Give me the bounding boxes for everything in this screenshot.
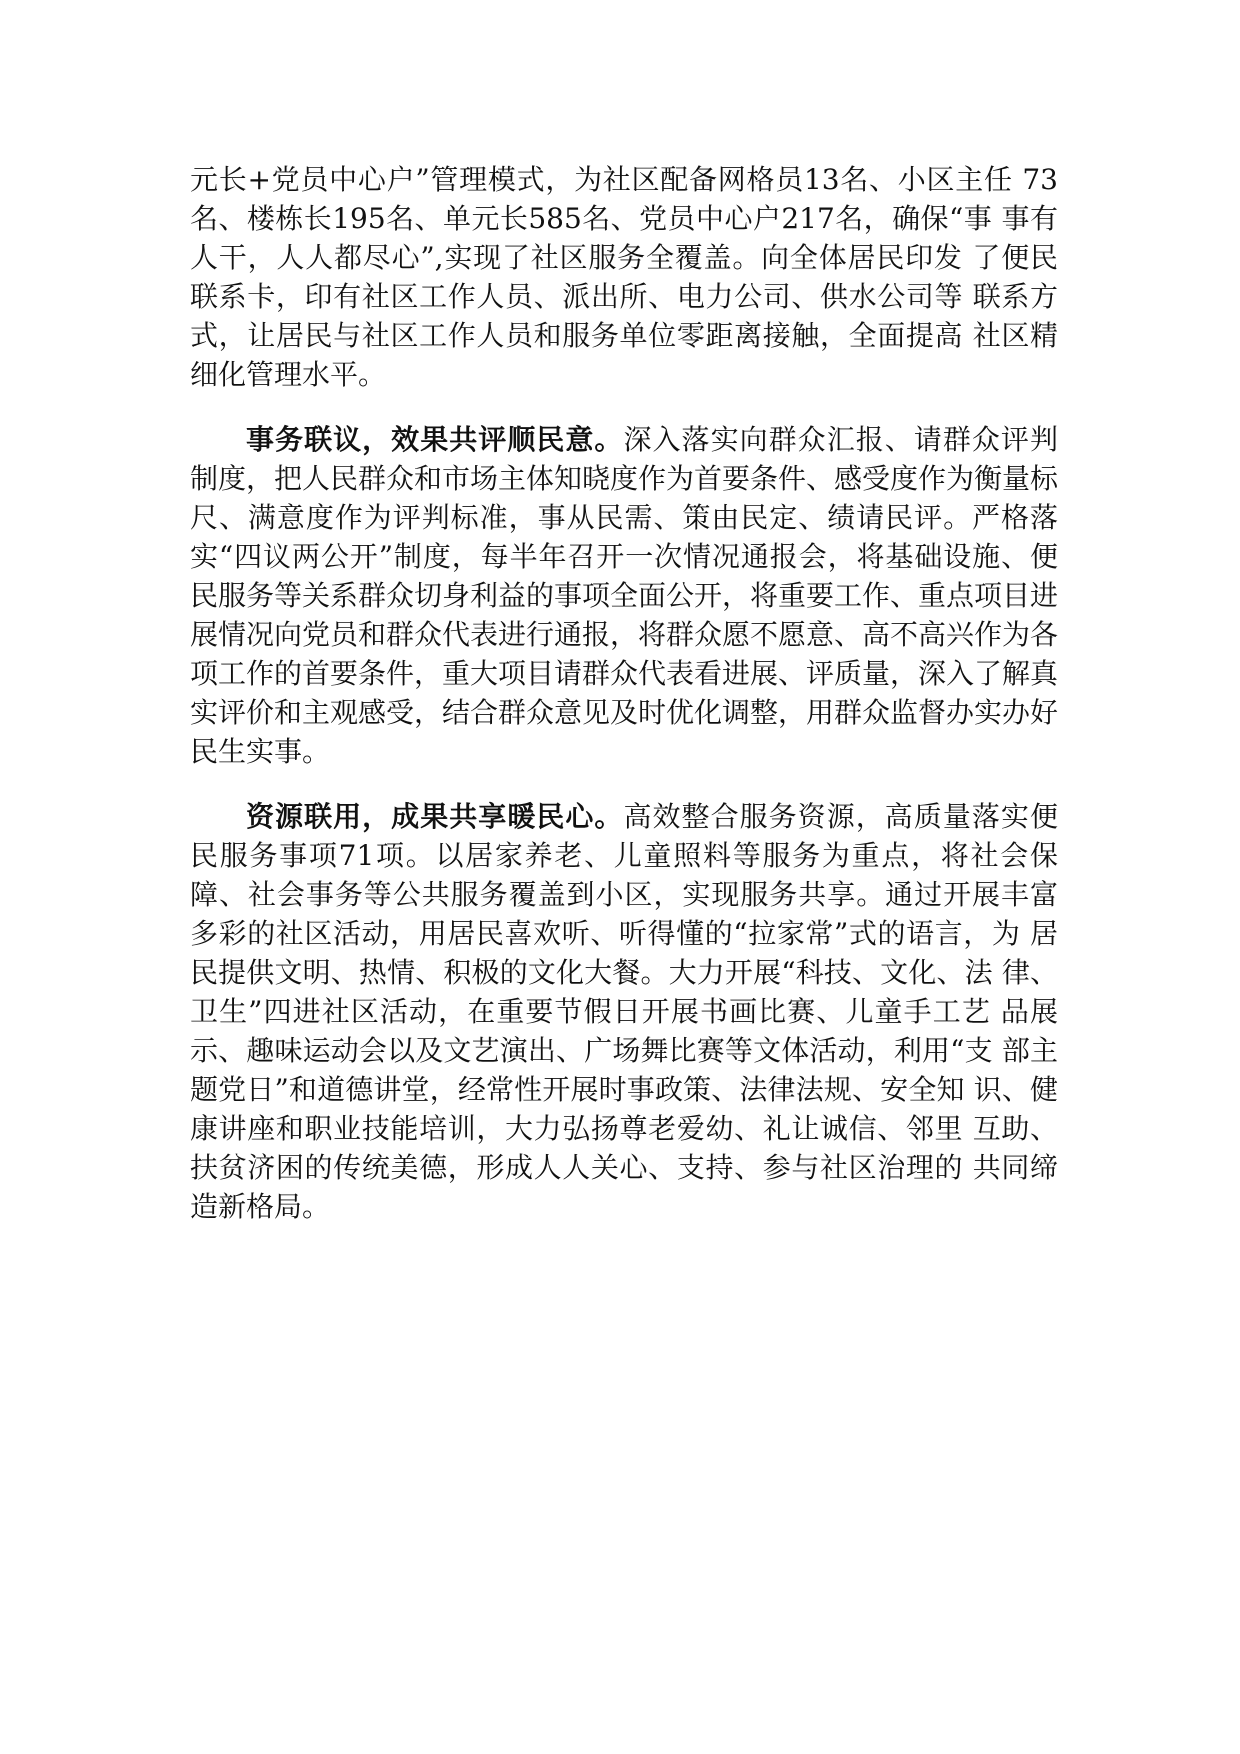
paragraph-text: 高效整合服务资源，高质量落实便民服务事项71项。以居家养老、儿童照料等服务为重点，将社会保 障、社会事务等公共服务覆盖到小区，实现服务共享。通过开展丰富 多彩的社区活动，用居民喜欢听、听得懂的“拉家常”式的语言，为 居民提供文明、热情、积极的文化大餐。大力开展“科技、文化、法 律、卫生”四进社区活动，在重要节假日开展书画比赛、儿童手工艺 品展示、趣味运动会以及文艺演出、广场舞比赛等文体活动，利用“支 部主题党日”和道德讲堂，经常性开展时事政策、法律法规、安全知 识、健康讲座和职业技能培训，大力弘扬尊老爱幼、礼让诚信、邻里 互助、扶贫济困的传统美德，形成人人关心、支持、参与社区治理的 共同缔造新格局。 xyxy=(190,800,1058,1223)
document-body xyxy=(190,160,1058,1252)
paragraph-text: 元长+党员中心户”管理模式，为社区配备网格员13名、小区主任 73名、楼栋长195名、单元长585名、党员中心户217名，确保“事 事有人干，人人都尽心”,实现了社区服务全覆盖。向全体居民印发 了便民联系卡，印有社区工作人员、派出所、电力公司、供水公司等 联系方式，让居民与社区工作人员和服务单位零距离接触，全面提高 社区精细化管理水平。 xyxy=(190,163,1058,391)
paragraph-affairs-consultation xyxy=(190,420,1058,771)
paragraph-resource-sharing xyxy=(190,797,1058,1226)
paragraph-heading: 资源联用，成果共享暖民心。 xyxy=(246,800,624,833)
paragraph-text: 深入落实向群众汇报、请群众评判制度，把人民群众和市场主体知晓度作为首要条件、感受度作为衡量标尺、满意度作为评判标准，事从民需、策由民定、绩请民评。严格落实“四议两公开”制度，每半年召开一次情况通报会，将基础设施、便民服务等关系群众切身利益的事项全面公开，将重要工作、重点项目进展情况向党员和群众代表进行通报，将群众愿不愿意、高不高兴作为各项工作的首要条件，重大项目请群众代表看进展、评质量，深入了解真实评价和主观感受，结合群众意见及时优化调整，用群众监督办实办好民生实事。 xyxy=(190,423,1059,768)
paragraph-grid-management xyxy=(190,160,1058,394)
paragraph-heading: 事务联议，效果共评顺民意。 xyxy=(246,423,624,456)
